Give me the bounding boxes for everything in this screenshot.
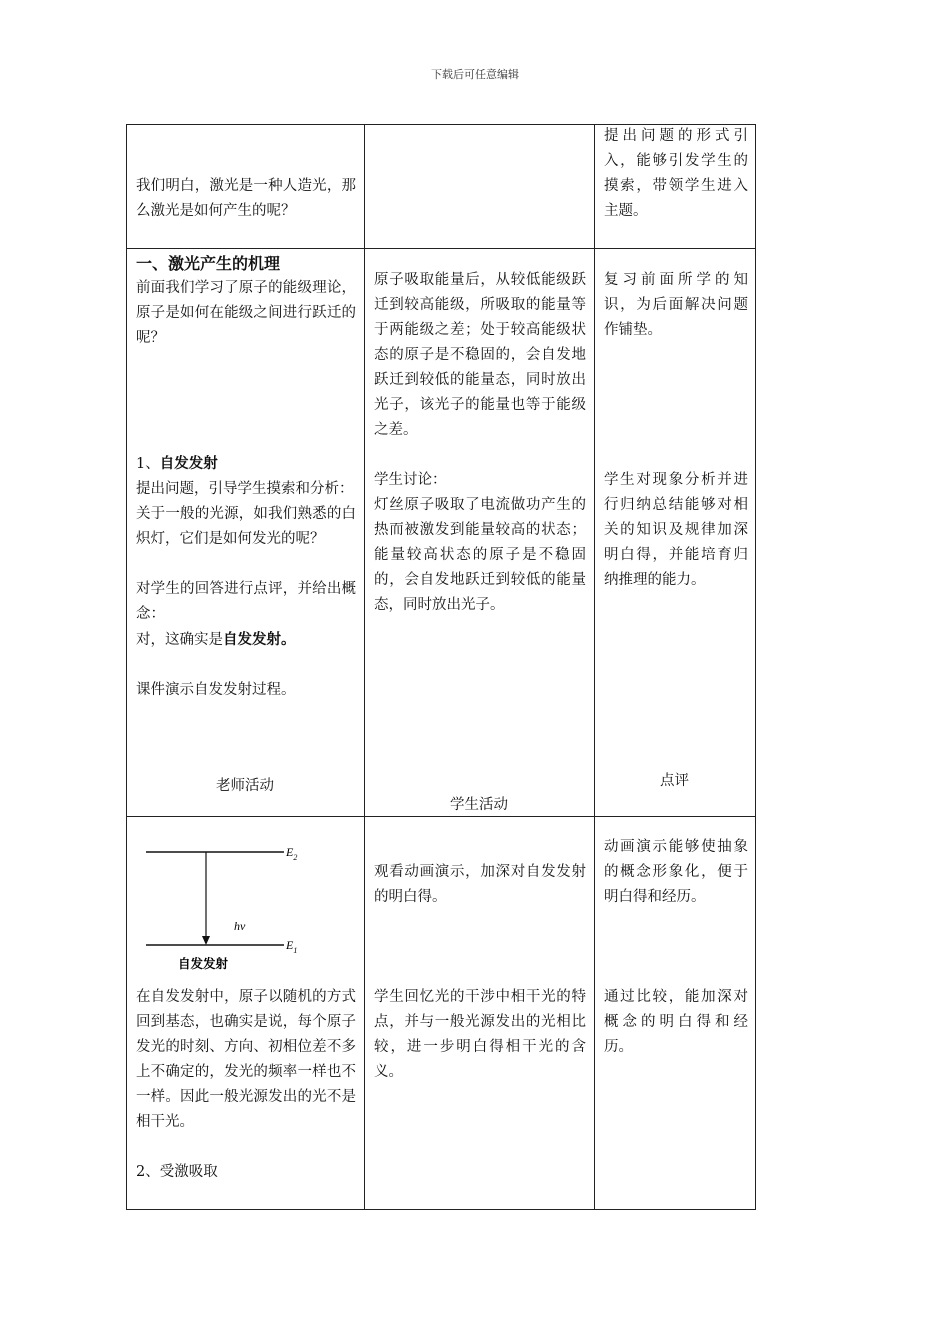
question-1-text: 提出问题，引导学生摸索和分析： — [136, 481, 354, 497]
row3-comment-cell — [604, 835, 748, 1060]
row1-teacher-text: 我们明白，激光是一种人造光，那么激光是如何产生的呢？ — [136, 178, 356, 219]
student-column-label: 学生活动 — [450, 797, 508, 813]
table-bottom-border — [126, 1209, 756, 1210]
lower-level-label: $E_1$ — [286, 938, 298, 955]
column-divider-1 — [364, 124, 365, 1210]
row3-teacher-cell — [136, 985, 356, 1185]
row-divider-1 — [126, 248, 756, 249]
student-text-2: 灯丝原子吸取了电流做功产生的热而被激发到能量较高的状态；能量较高状态的原子是不稳固的，会自发地跃迁到较低的能量态，同时放出光子。 — [374, 497, 586, 613]
student-text-1: 原子吸取能量后，从较低能级跃迁到较高能级，所吸取的能量等于两能级之差；处于较高能级状态的原子是不稳固的，会自发地跃迁到较低的能量态，同时放出光子，该光子的能量也等于能级之差。 — [374, 272, 586, 438]
concept-term: 自发发射。 — [223, 631, 296, 648]
row2-comment-cell — [604, 268, 748, 593]
page-header: 下载后可任意编辑 — [431, 68, 519, 81]
row1-comment-text: 提出问题的形式引入，能够引发学生的摸索，带领学生进入主题。 — [604, 128, 748, 219]
table-left-border — [126, 124, 127, 1210]
lesson-table — [126, 124, 756, 1210]
row3-comment-text-1: 动画演示能够使抽象的概念形象化，便于明白得和经历。 — [604, 839, 748, 905]
concept-prefix: 对，这确实是 — [136, 632, 223, 648]
teacher-column-label: 老师活动 — [216, 778, 274, 794]
row2-teacher-cell — [136, 251, 356, 703]
intro-text: 前面我们学习了原子的能级理论，原子是如何在能级之间进行跃迁的呢？ — [136, 280, 356, 346]
row-divider-2 — [126, 816, 756, 817]
row3-student-text-2: 学生回忆光的干涉中相干光的特点，并与一般光源发出的光相比较，进一步明白得相干光的含义。 — [374, 989, 586, 1080]
column-divider-2 — [594, 124, 595, 1210]
demo-text: 课件演示自发发射过程。 — [136, 682, 296, 698]
subsection-1-number: 1、 — [136, 456, 160, 472]
subsection-1-title: 自发发射 — [159, 455, 218, 472]
arrow-head — [202, 936, 210, 945]
photon-label: hν — [234, 919, 246, 933]
row3-comment-text-2: 通过比较，能加深对概念的明白得和经历。 — [604, 989, 748, 1055]
section-heading: 一、激光产生的机理 — [136, 254, 281, 273]
diagram-caption: 自发发射 — [178, 956, 229, 971]
question-2-text: 关于一般的光源，如我们熟悉的白炽灯，它们是如何发光的呢？ — [136, 506, 356, 547]
row1-comment-cell — [604, 124, 748, 224]
comment-column-label: 点评 — [660, 773, 689, 789]
student-discuss-label: 学生讨论： — [374, 472, 447, 488]
comment-text-2: 学生对现象分析并进行归纳总结能够对相关的知识及规律加深明白得，并能培育归纳推理的能力。 — [604, 472, 748, 588]
row2-student-cell — [374, 268, 586, 618]
spontaneous-emission-diagram — [136, 832, 356, 982]
upper-level-label: $E_2$ — [286, 845, 298, 862]
row1-teacher-cell — [136, 174, 356, 224]
comment-1-text: 对学生的回答进行点评，并给出概念： — [136, 581, 356, 622]
table-right-border — [755, 124, 756, 1210]
subsection-2-heading: 2、受激吸取 — [136, 1164, 218, 1180]
concept-text — [136, 627, 356, 653]
subsection-1-heading — [136, 451, 356, 477]
row3-student-text-1: 观看动画演示，加深对自发发射的明白得。 — [374, 864, 586, 905]
row3-student-cell — [374, 860, 586, 1085]
row3-teacher-text: 在自发发射中，原子以随机的方式回到基态，也确实是说，每个原子发光的时刻、方向、初相位差不多上不确定的，发光的频率一样也不一样。因此一般光源发出的光不是相干光。 — [136, 989, 356, 1130]
comment-text-1: 复习前面所学的知识，为后面解决问题作铺垫。 — [604, 272, 748, 338]
